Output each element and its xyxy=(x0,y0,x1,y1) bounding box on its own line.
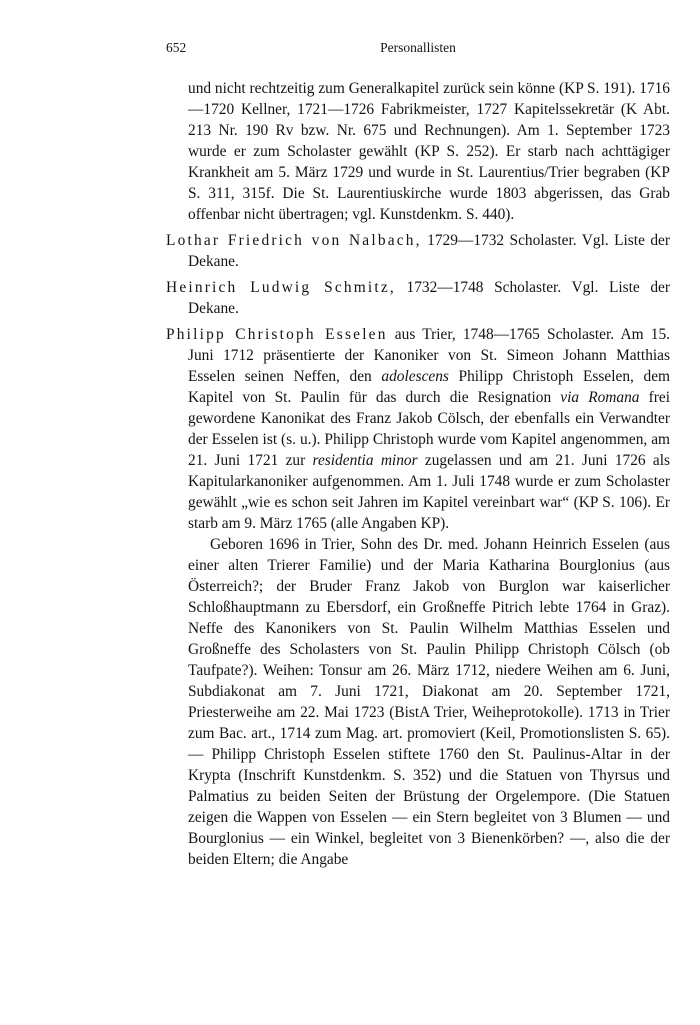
entry-esselen xyxy=(166,324,670,534)
latin-term: via Romana xyxy=(560,389,640,406)
paragraph-biography: Geboren 1696 in Trier, Sohn des Dr. med. Johann Heinrich Esselen (aus einer alten Trierer Familie) und der Maria Katharina Bourglonius (aus Österreich?; der Bruder Franz Jakob von Burglon war kaiserlicher Schloßhauptmann zu Ebersdorf, ein Großneffe Pitrich lebte 1764 in Graz). Neffe des Kanonikers von St. Paulin Wilhelm Matthias Esselen und Großneffe des Scholasters von St. Paulin Philipp Christoph Cölsch (ob Taufpate?). Weihen: Tonsur am 26. März 1712, niedere Weihen am 6. Juni, Subdiakonat am 7. Juni 1721, Diakonat am 20. September 1721, Priesterweihe am 22. Mai 1723 (BistA Trier, Weiheprotokolle). 1713 in Trier zum Bac. art., 1714 zum Mag. art. promoviert (Keil, Promotionslisten S. 65). — Philipp Christoph Esselen stiftete 1760 den St. Paulinus-Altar in der Krypta (Inschrift Kunstdenkm. S. 352) und die Statuen von Thyrsus und Palmatius zu beiden Seiten der Brüstung der Orgelempore. (Die Statuen zeigen die Wappen von Esselen — ein Stern begleitet von 3 Blumen — und Bourglonius — ein Winkel, begleitet von 3 Bienenkörben? —, also die der beiden Eltern; die Angabe xyxy=(188,536,670,868)
person-name: Heinrich Ludwig Schmitz, xyxy=(166,279,396,296)
entry-text: 1729—1732 Scholaster. Vgl. Liste der Dekane. xyxy=(188,232,670,270)
page-number: 652 xyxy=(166,40,187,55)
entry-text: 1732—1748 Scholaster. Vgl. Liste der Dekane. xyxy=(188,279,670,317)
person-name: Philipp Christoph Esselen xyxy=(166,326,388,343)
page-header xyxy=(166,40,670,60)
running-head: Personallisten xyxy=(380,40,456,55)
body-text xyxy=(166,78,670,870)
entry-nalbach xyxy=(166,230,670,272)
paragraph-continuation: und nicht rechtzeitig zum Generalkapitel zurück sein könne (KP S. 191). 1716—1720 Kellner, 1721—1726 Fabrikmeister, 1727 Kapitelssekretär (K Abt. 213 Nr. 190 Rv bzw. Nr. 675 und Rechnungen). Am 1. September 1723 wurde er zum Scholaster gewählt (KP S. 252). Er starb nach achttägiger Krankheit am 5. März 1729 und wurde in St. Laurentius/Trier begraben (KP S. 311, 315f. Die St. Laurentiuskirche wurde 1803 abgerissen, das Grab offenbar nicht übertragen; vgl. Kunstdenkm. S. 440). xyxy=(188,80,670,223)
entry-schmitz xyxy=(166,277,670,319)
entry-text: Philipp Christoph Esselen, dem Kapitel von St. Paulin für das durch die Resignation xyxy=(188,368,670,406)
person-name: Lothar Friedrich von Nalbach, xyxy=(166,232,422,249)
entry-text: aus Trier, 1748—1765 Scholaster. Am 15. Juni 1712 präsentierte der Kanoniker von St. Simeon Johann Matthias Esselen seinen Neffen, den xyxy=(188,326,670,385)
entry-text: frei gewordene Kanonikat des Franz Jakob Cölsch, der ebenfalls ein Verwandter der Esselen ist (s. u.). Philipp Christoph wurde vom Kapitel angenommen, am 21. Juni 1721 zur xyxy=(188,389,670,469)
latin-term: adolescens xyxy=(381,368,449,385)
entry-text: zugelassen und am 21. Juni 1726 als Kapitularkanoniker aufgenommen. Am 1. Juli 1748 wurde er zum Scholaster gewählt „wie es schon seit Jahren im Kapitel vereinbart war“ (KP S. 106). Er starb am 9. März 1765 (alle Angaben KP). xyxy=(188,452,671,532)
latin-term: residentia minor xyxy=(312,452,418,469)
